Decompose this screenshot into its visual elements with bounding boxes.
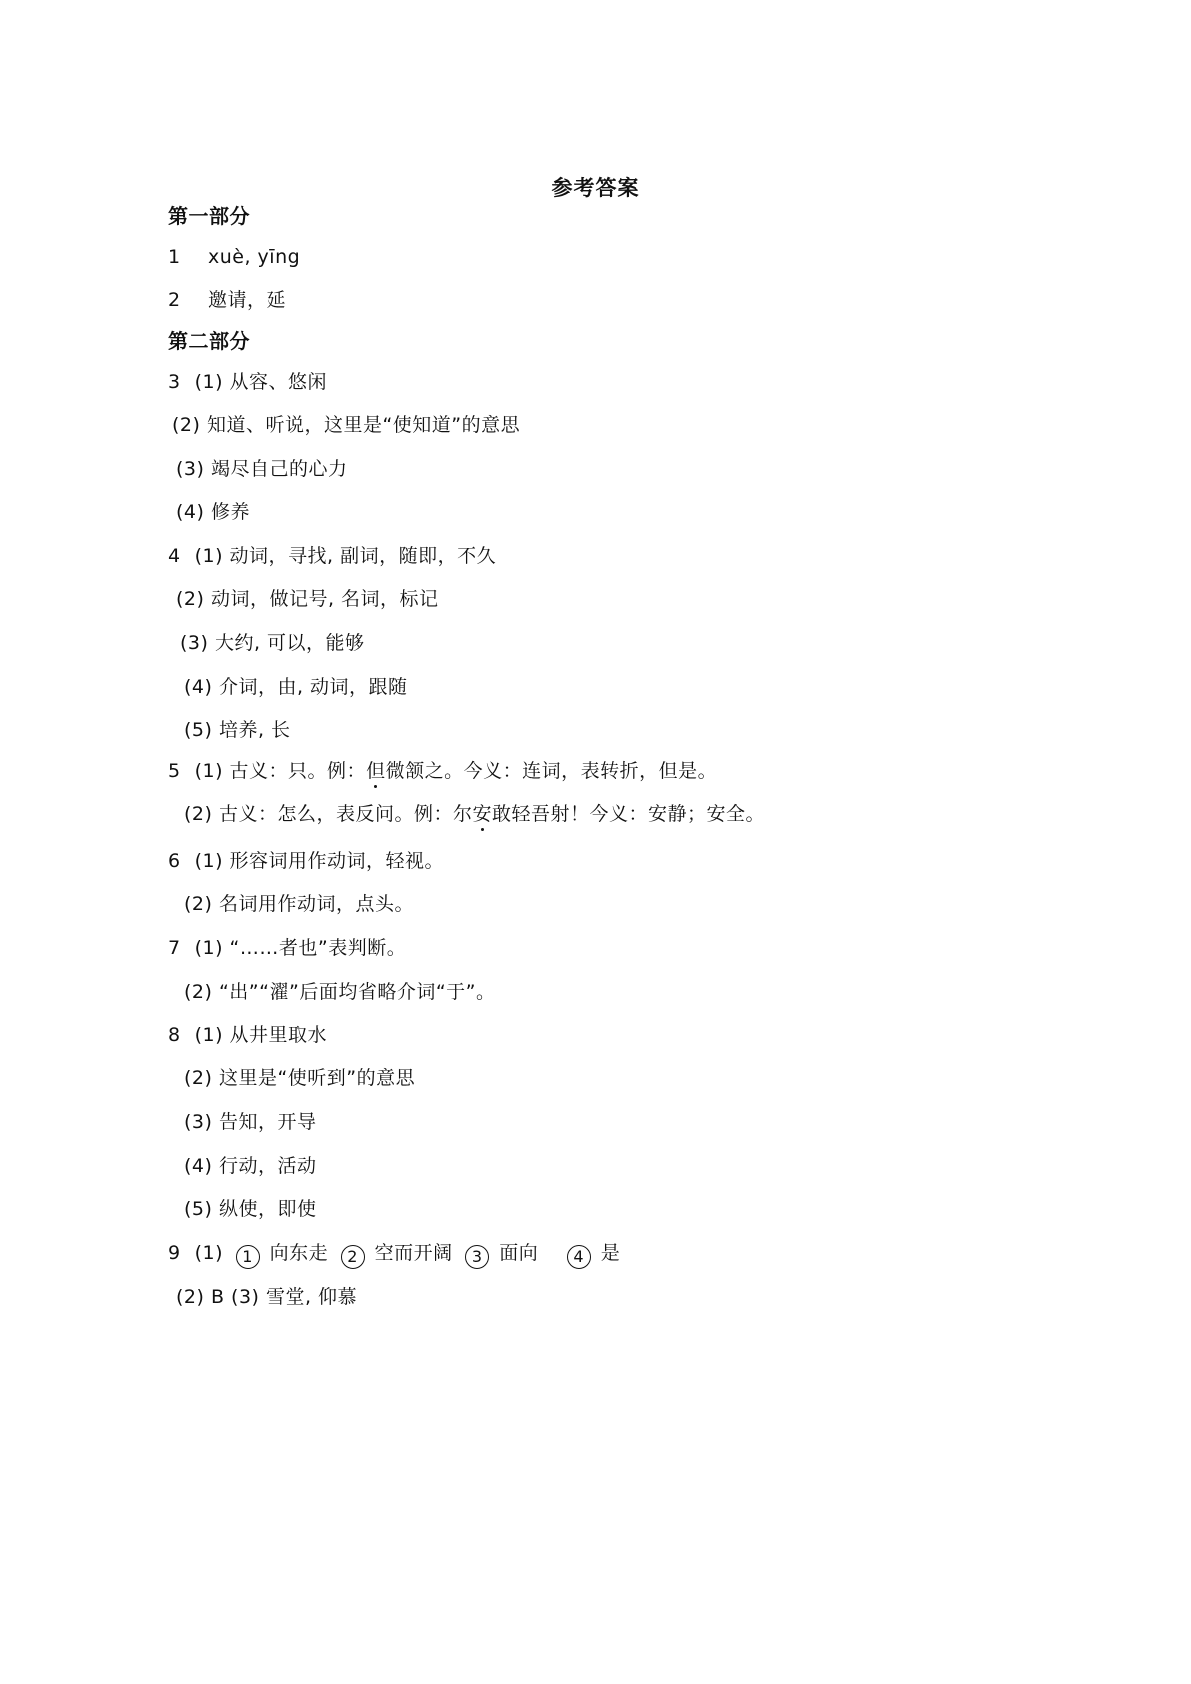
q5-number: 5	[168, 760, 181, 782]
q9-answer-2: 空而开阔	[374, 1242, 453, 1264]
q2-text: 邀请，延	[208, 289, 287, 311]
q7-item-1	[168, 935, 406, 961]
q5-item-2-post: 敢轻吾射！今义：安静；安全。	[491, 803, 765, 825]
q5-item-1-pre: (1) 古义：只。例：	[194, 760, 367, 782]
circled-number-4: 4	[567, 1245, 591, 1269]
q9-answer-4: 是	[600, 1242, 621, 1264]
q8-item-1-text: (1) 从井里取水	[194, 1024, 328, 1046]
q5-item-1-post: 微颔之。今义：连词，表转折，但是。	[385, 760, 718, 782]
q5-item-2-pre: (2) 古义：怎么，表反问。例：尔	[184, 803, 473, 825]
q9-item-1	[168, 1240, 620, 1269]
q7-item-1-text: (1) “……者也”表判断。	[194, 937, 407, 959]
q3-item-1-text: (1) 从容、悠闲	[194, 371, 328, 393]
q3-item-1	[168, 369, 327, 395]
q8-item-4: (4) 行动，活动	[184, 1155, 317, 1177]
q2-number: 2	[168, 289, 181, 311]
circled-number-3: 3	[465, 1245, 489, 1269]
q4-item-3: (3) 大约, 可以，能够	[180, 632, 365, 654]
q7-number: 7	[168, 937, 181, 959]
q3-item-3: (3) 竭尽自己的心力	[176, 458, 348, 480]
q5-item-2-emphasis: 安	[472, 803, 492, 825]
q9-answer-3: 面向	[499, 1242, 539, 1264]
q7-item-2: (2) “出”“濯”后面均省略介词“于”。	[184, 981, 496, 1003]
q4-item-4: (4) 介词，由, 动词，跟随	[184, 676, 408, 698]
q4-item-1	[168, 543, 496, 569]
q4-item-5: (5) 培养, 长	[184, 719, 291, 741]
q8-item-3: (3) 告知，开导	[184, 1111, 317, 1133]
q1-number: 1	[168, 246, 181, 268]
q9-answer-1: 向东走	[269, 1242, 329, 1264]
q8-item-5: (5) 纵使，即使	[184, 1198, 317, 1220]
q6-item-2: (2) 名词用作动词，点头。	[184, 893, 414, 915]
q4-number: 4	[168, 545, 181, 567]
q8-item-2: (2) 这里是“使听到”的意思	[184, 1067, 416, 1089]
q8-number: 8	[168, 1024, 181, 1046]
q9-item-2: (2) B (3) 雪堂, 仰慕	[176, 1286, 358, 1308]
q5-item-2	[184, 801, 765, 827]
q5-item-1-emphasis: 但	[366, 760, 386, 782]
q6-item-1	[168, 848, 444, 874]
page-title: 参考答案	[551, 176, 640, 200]
q3-item-2: (2) 知道、听说，这里是“使知道”的意思	[172, 414, 521, 436]
q4-item-2: (2) 动词，做记号, 名词，标记	[176, 588, 439, 610]
q9-prefix: (1)	[194, 1242, 224, 1264]
q4-item-1-text: (1) 动词，寻找, 副词，随即，不久	[194, 545, 497, 567]
q2-answer	[168, 287, 286, 313]
q5-item-1	[168, 758, 717, 784]
q6-number: 6	[168, 850, 181, 872]
q9-number: 9	[168, 1242, 181, 1264]
part1-heading: 第一部分	[168, 204, 250, 228]
part2-heading: 第二部分	[168, 329, 250, 353]
circled-number-1: 1	[236, 1245, 260, 1269]
q8-item-1	[168, 1022, 327, 1048]
q1-answer	[168, 244, 300, 270]
q3-number: 3	[168, 371, 181, 393]
q3-item-4: (4) 修养	[176, 501, 250, 523]
circled-number-2: 2	[341, 1245, 365, 1269]
q6-item-1-text: (1) 形容词用作动词，轻视。	[194, 850, 445, 872]
q1-text: xuè, yīng	[208, 246, 301, 268]
